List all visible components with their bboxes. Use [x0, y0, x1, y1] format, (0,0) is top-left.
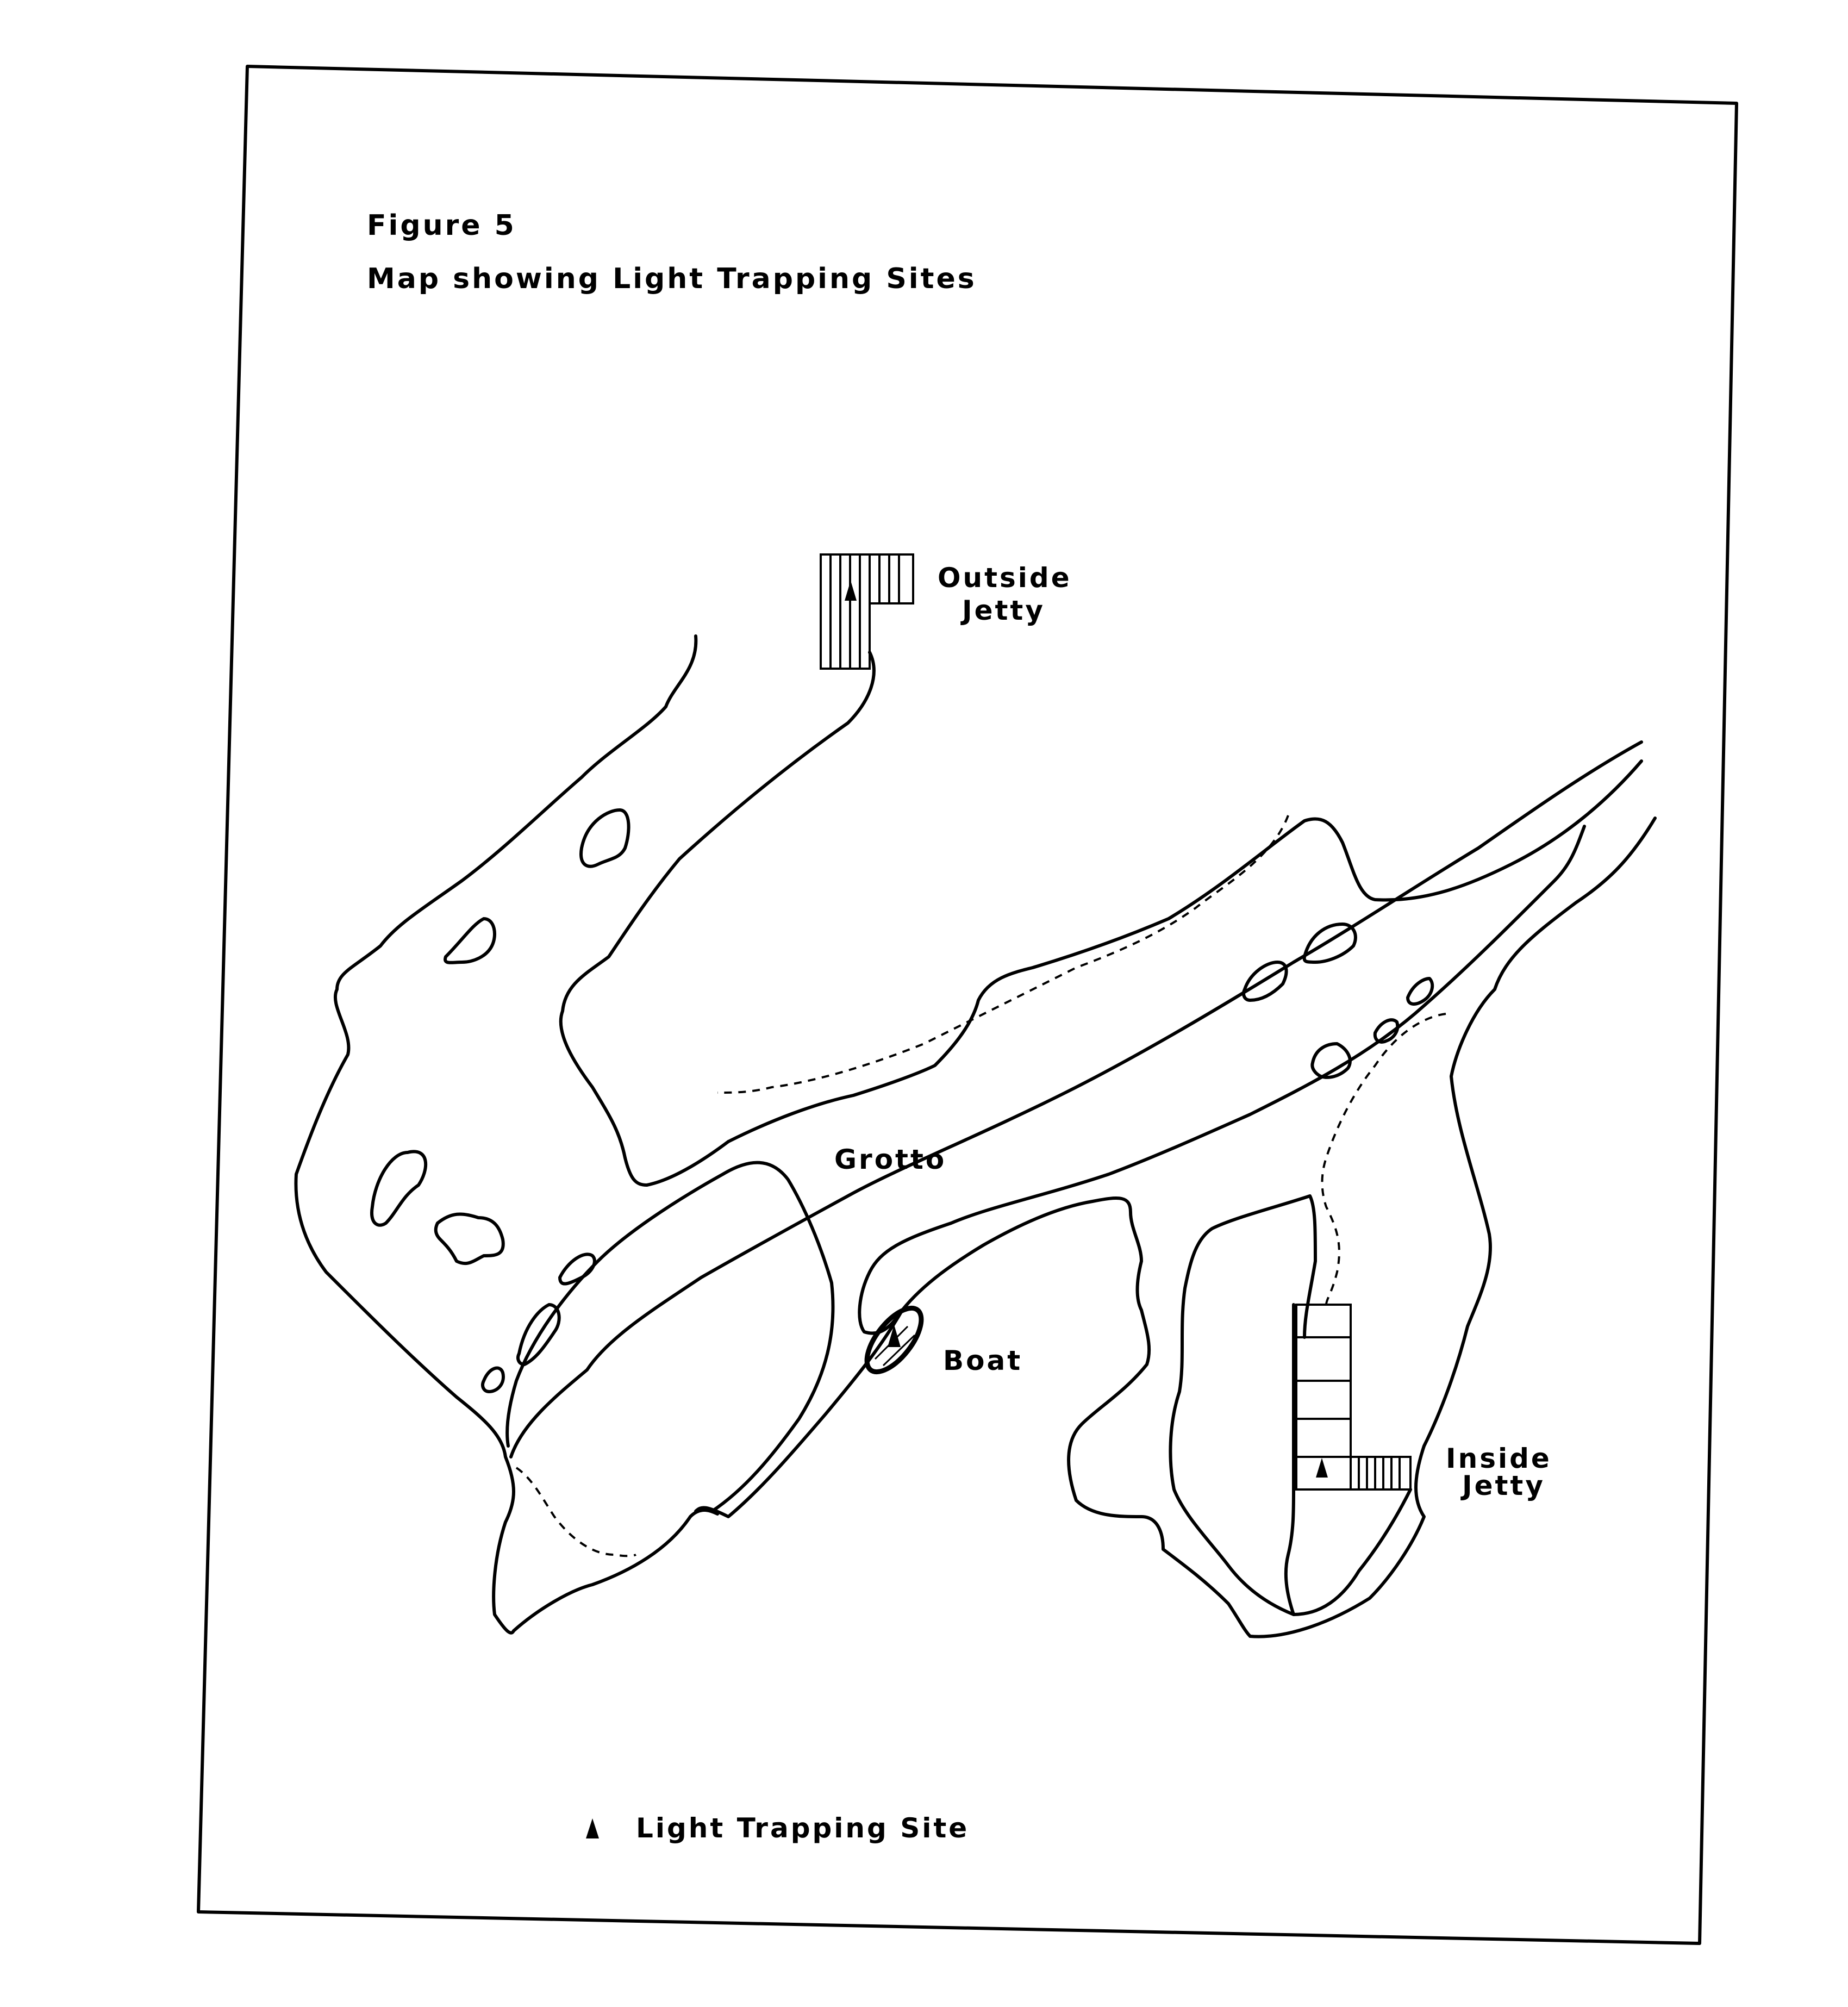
label-outside-jetty-line2: Jetty	[962, 595, 1045, 626]
label-boat: Boat	[943, 1345, 1023, 1376]
triangle-marker-icon	[845, 581, 857, 601]
legend	[586, 1812, 969, 1844]
triangle-marker-icon	[1316, 1458, 1328, 1478]
outside-jetty	[821, 554, 913, 669]
figure-title: Map showing Light Trapping Sites	[367, 263, 977, 295]
islet	[445, 919, 495, 963]
channel-north-bank	[511, 742, 1641, 1457]
dashed-track-grotto	[717, 815, 1288, 1093]
coastline-central	[728, 761, 1641, 1142]
islet	[436, 1214, 503, 1263]
figure-frame	[198, 66, 1737, 1943]
label-grotto: Grotto	[834, 1144, 947, 1175]
islet	[483, 1368, 503, 1392]
dashed-track-south	[516, 1468, 636, 1556]
coastline-inside-bay	[902, 1198, 1250, 1636]
coastline-inner-peninsula	[507, 1163, 833, 1511]
coastline-outside-jetty-arm	[561, 652, 874, 1185]
islet	[372, 1151, 426, 1225]
islet	[581, 810, 629, 867]
coastline-west	[296, 636, 717, 1633]
triangle-marker-icon	[586, 1818, 599, 1838]
inside-jetty	[1294, 1305, 1410, 1615]
boat	[857, 1299, 932, 1381]
legend-label: Light Trapping Site	[636, 1812, 970, 1844]
dashed-track-inside	[1322, 1014, 1446, 1305]
coastline-inside-jetty-shore	[1286, 1305, 1294, 1615]
label-inside-jetty-line2: Jetty	[1462, 1470, 1545, 1501]
figure-number: Figure 5	[367, 209, 516, 242]
label-inside-jetty-line1: Inside	[1446, 1443, 1552, 1474]
label-outside-jetty-line1: Outside	[938, 562, 1072, 594]
channel-south-bank	[859, 826, 1584, 1333]
